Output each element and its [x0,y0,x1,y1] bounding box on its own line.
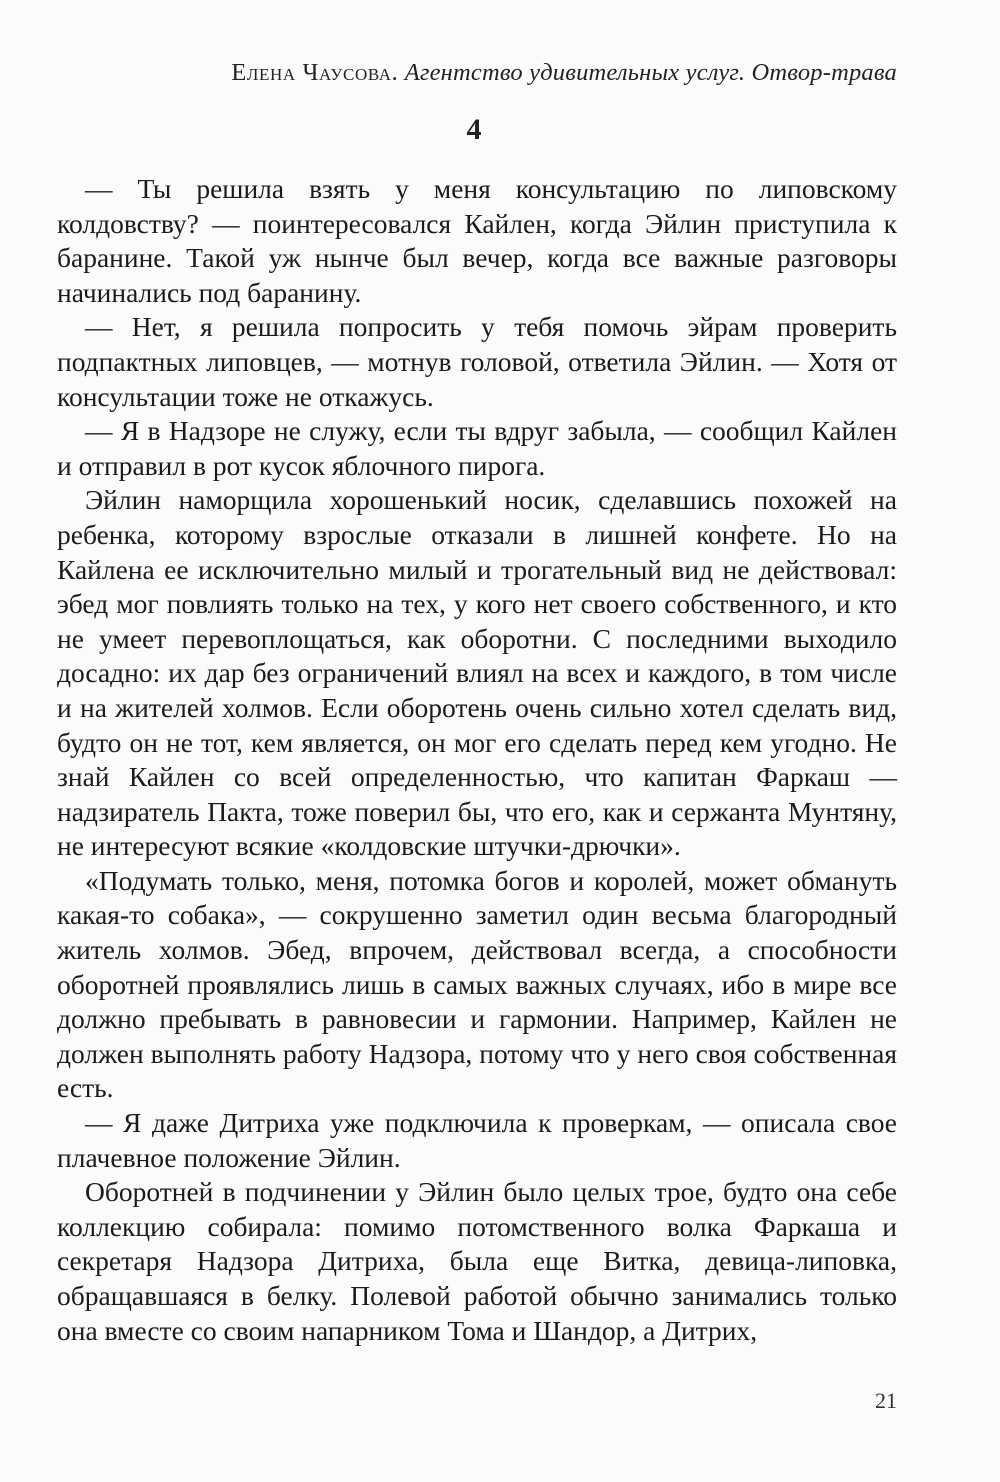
paragraph: Оборотней в подчинении у Эйлин было целых трое, будто она себе коллекцию собирала: помимо потомственного волка Фаркаша и секретаря Надзора Дитриха, была еще Витка, девица-липовка, обращавшаяся в белку. Полевой работой обычно занимались только она вместе со своим напарником Тома и Шандор, а Дитрих, [57,1176,897,1346]
paragraph: — Ты решила взять у меня консультацию по липовскому колдовству? — поинтересовался Кайлен, когда Эйлин приступила к баранине. Такой уж нынче был вечер, когда все важные разговоры начинались под баранину. [57,173,897,308]
paragraph: — Я в Надзоре не служу, если ты вдруг забыла, — сообщил Кайлен и отправил в рот кусок яблочного пирога. [57,415,897,481]
paragraph: «Подумать только, меня, потомка богов и королей, может обмануть какая-то собака», — сокрушенно заметил один весьма благородный житель холмов. Эбед, впрочем, действовал всегда, а способности оборотней проявлялись лишь в самых важных случаях, ибо в мире все должно пребывать в равновесии и гармонии. Например, Кайлен не должен выполнять работу Надзора, потому что у него своя собственная есть. [57,864,897,1104]
body-text [57,172,897,1348]
chapter-number: 4 [466,113,482,146]
paragraph: — Нет, я решила попросить у тебя помочь эйрам проверить подпактных липовцев, — мотнув головой, ответила Эйлин. — Хотя от консультации тоже не откажусь. [57,311,897,412]
running-head-title: Агентство удивительных услуг. Отвор-трава [404,59,897,86]
paragraph: — Я даже Дитриха уже подключила к проверкам, — описала свое плачевное положение Эйлин. [57,1107,897,1173]
page-number: 21 [875,1388,897,1413]
paragraph: Эйлин наморщила хорошенький носик, сделавшись похожей на ребенка, которому взрослые отказали в лишней конфете. Но на Кайлена ее исключительно милый и трогательный вид не действовал: эбед мог повлиять только на тех, у кого нет своего собственного, и кто не умеет перевоплощаться, как оборотни. С последними выходило досадно: их дар без ограничений влиял на всех и каждого, в том числе и на жителей холмов. Если оборотень очень сильно хотел сделать вид, будто он не тот, кем является, он мог его сделать перед кем угодно. Не знай Кайлен со всей определенностью, что капитан Фаркаш — надзиратель Пакта, тоже поверил бы, что его, как и сержанта Мунтяну, не интересуют всякие «колдовские штучки-дрючки». [57,484,897,862]
running-head [231,58,897,88]
running-head-author: Елена Чаусова. [231,59,399,86]
